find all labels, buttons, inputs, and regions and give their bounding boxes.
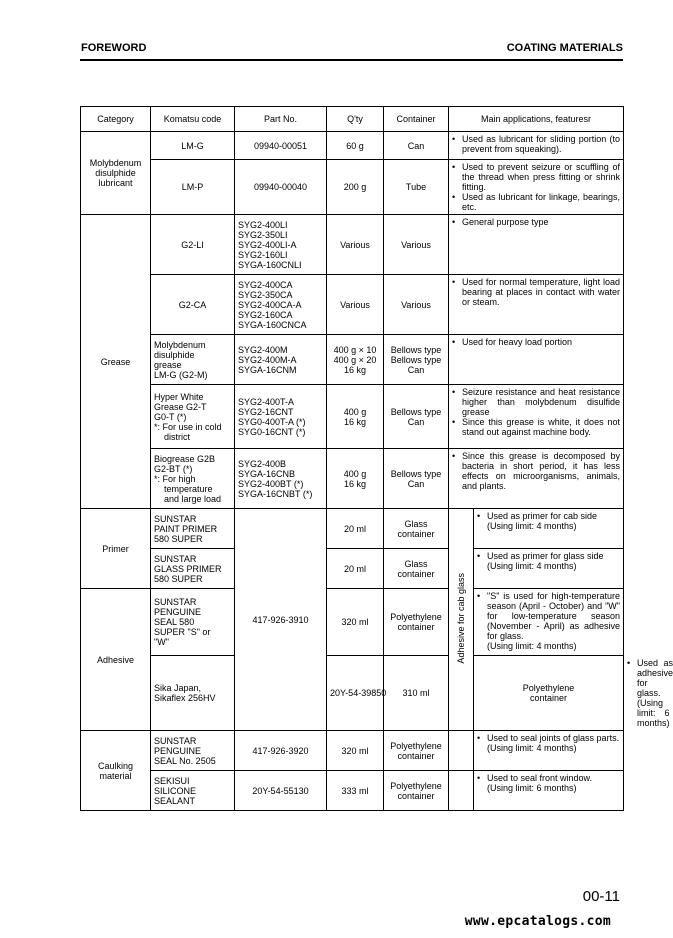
komatsu-code-cell: SEKISUI SILICONE SEALANT (151, 771, 235, 811)
container-cell: Polyethylene container (474, 656, 624, 731)
part-no-cell: SYG2-400CA SYG2-350CA SYG2-400CA-A SYG2-160CA SYGA-160CNCA (235, 275, 327, 335)
table-row: Sika Japan, Sikaflex 256HV 20Y-54-39850 310 ml Polyethylene container • Used as adhesive for glass. (Using limit: 6 months) (81, 656, 624, 731)
features-cell: • Used to prevent seizure or scuffling of the thread when press fitting or shrink fitting. • Used as lubricant for linkage, bearings, etc. (449, 160, 624, 215)
komatsu-code-cell: LM-P (151, 160, 235, 215)
table-row (81, 549, 624, 589)
page-number: 00-11 (582, 888, 620, 905)
features-cell: • Used as primer for cab side (Using limit: 4 months) (474, 509, 624, 549)
features-cell: • Used as primer for glass side (Using limit: 4 months) (474, 549, 624, 589)
komatsu-code-cell: Biogrease G2B G2-BT (*) *: For high temperature and large load (151, 449, 235, 509)
coating-materials-table (80, 106, 673, 811)
table-row (81, 160, 624, 215)
part-no-cell: 09940-00051 (235, 132, 327, 160)
header-rule (80, 59, 623, 61)
container-cell: Bellows type Bellows type Can (384, 335, 449, 385)
qty-cell: 20 ml (327, 549, 384, 589)
komatsu-code-cell: G2-CA (151, 275, 235, 335)
part-no-cell: SYG2-400M SYG2-400M-A SYGA-16CNM (235, 335, 327, 385)
qty-cell: 333 ml (327, 771, 384, 811)
category-cell: Caulking material (81, 731, 151, 811)
komatsu-code-cell: SUNSTAR PENGUINE SEAL No. 2505 (151, 731, 235, 771)
table-row (81, 731, 624, 771)
qty-cell: 200 g (327, 160, 384, 215)
table-row (81, 275, 624, 335)
table-row (81, 589, 624, 656)
container-cell: Can (384, 132, 449, 160)
header-section-title: FOREWORD (81, 42, 147, 54)
part-no-cell: 20Y-54-55130 (235, 771, 327, 811)
qty-cell: 20 ml (327, 509, 384, 549)
category-cell: Adhesive (81, 589, 151, 731)
part-no-cell: 417-926-3910 (235, 509, 327, 731)
table-row (81, 449, 624, 509)
container-cell: Glass container (384, 509, 449, 549)
qty-cell: 320 ml (327, 589, 384, 656)
features-cell: • "S" is used for high-temperature season (April - October) and "W" for low-temperature season (November - April) as adhesive for glass. (Using limit: 4 months) (474, 589, 624, 656)
col-header-container: Container (384, 107, 449, 132)
qty-cell: 400 g × 10 400 g × 20 16 kg (327, 335, 384, 385)
adhesive-for-cab-glass-label: Adhesive for cab glass (449, 509, 474, 731)
table-row (81, 335, 624, 385)
features-cell: • General purpose type (449, 215, 624, 275)
table-row (81, 132, 624, 160)
container-cell: Various (384, 215, 449, 275)
col-header-qty: Q'ty (327, 107, 384, 132)
empty-cell (449, 731, 474, 771)
features-cell: • Used for normal temperature, light load bearing at places in contact with water or steam. (449, 275, 624, 335)
komatsu-code-cell: SUNSTAR PENGUINE SEAL 580 SUPER "S" or "W" (151, 589, 235, 656)
komatsu-code-cell: Sika Japan, Sikaflex 256HV (151, 656, 235, 731)
col-header-category: Category (81, 107, 151, 132)
category-cell: Molybdenum disulphide lubricant (81, 132, 151, 215)
category-cell: Grease (81, 215, 151, 509)
col-header-komatsu-code: Komatsu code (151, 107, 235, 132)
header-page-title: COATING MATERIALS (506, 42, 623, 54)
watermark: www.epcatalogs.com (464, 914, 611, 929)
category-cell: Primer (81, 509, 151, 589)
qty-cell: Various (327, 215, 384, 275)
empty-cell (449, 771, 474, 811)
container-cell: Polyethylene container (384, 771, 449, 811)
part-no-cell: SYG2-400B SYGA-16CNB SYG2-400BT (*) SYGA-16CNBT (*) (235, 449, 327, 509)
part-no-cell: 417-926-3920 (235, 731, 327, 771)
features-cell: • Since this grease is decomposed by bacteria in short period, it has less effects on microorganisms, animals, and plants. (449, 449, 624, 509)
part-no-cell: SYG2-400LI SYG2-350LI SYG2-400LI-A SYG2-160LI SYGA-160CNLI (235, 215, 327, 275)
qty-cell: 400 g 16 kg (327, 449, 384, 509)
features-cell: • Used for heavy load portion (449, 335, 624, 385)
qty-cell: 60 g (327, 132, 384, 160)
qty-cell: 320 ml (327, 731, 384, 771)
features-cell: • Used to seal joints of glass parts. (Using limit: 4 months) (474, 731, 624, 771)
features-cell: • Seizure resistance and heat resistance higher than molybdenum disulfide grease • Since this grease is white, it does not stand out against machine body. (449, 385, 624, 449)
features-cell: • Used as lubricant for sliding portion (to prevent from squeaking). (449, 132, 624, 160)
komatsu-code-cell: Hyper White Grease G2-T G0-T (*) *: For use in cold district (151, 385, 235, 449)
col-header-main-applications: Main applications, featuresr (449, 107, 624, 132)
komatsu-code-cell: LM-G (151, 132, 235, 160)
part-no-cell: 20Y-54-39850 (327, 656, 384, 731)
qty-cell: 310 ml (384, 656, 449, 731)
table-row (81, 215, 624, 275)
table-header-row (81, 107, 624, 132)
container-cell: Bellows type Can (384, 449, 449, 509)
container-cell: Polyethylene container (384, 589, 449, 656)
container-cell: Various (384, 275, 449, 335)
container-cell: Bellows type Can (384, 385, 449, 449)
col-header-part-no: Part No. (235, 107, 327, 132)
table-row (81, 509, 624, 549)
part-no-cell: SYG2-400T-A SYG2-16CNT SYG0-400T-A (*) SYG0-16CNT (*) (235, 385, 327, 449)
container-cell: Tube (384, 160, 449, 215)
part-no-cell: 09940-00040 (235, 160, 327, 215)
komatsu-code-cell: G2-LI (151, 215, 235, 275)
qty-cell: 400 g 16 kg (327, 385, 384, 449)
qty-cell: Various (327, 275, 384, 335)
table-row (81, 771, 624, 811)
container-cell: Polyethylene container (384, 731, 449, 771)
komatsu-code-cell: Molybdenum disulphide grease LM-G (G2-M) (151, 335, 235, 385)
table-row (81, 385, 624, 449)
features-cell: • Used to seal front window. (Using limit: 6 months) (474, 771, 624, 811)
komatsu-code-cell: SUNSTAR PAINT PRIMER 580 SUPER (151, 509, 235, 549)
komatsu-code-cell: SUNSTAR GLASS PRIMER 580 SUPER (151, 549, 235, 589)
container-cell: Glass container (384, 549, 449, 589)
